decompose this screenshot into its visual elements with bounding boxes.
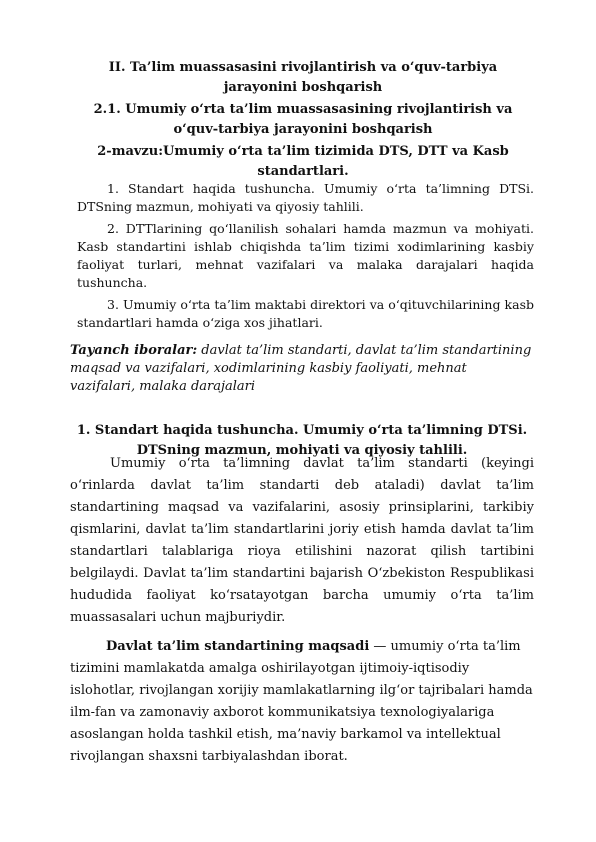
body-text (70, 453, 534, 629)
goal-block (70, 636, 534, 768)
topic-title (70, 142, 536, 182)
goal-term: Davlat ta’lim standartining maqsadi (106, 639, 370, 654)
chapter-title-line2: jarayonini boshqarish (223, 80, 383, 95)
topic-title-line1: 2-mavzu:Umumiy o‘rta ta’lim tizimida DTS, DTT va Kasb (97, 144, 509, 159)
topic-title-line2: standartlari. (257, 164, 349, 179)
section-heading-line2: DTSning mazmun, mohiyati va qiyosiy tahlili. (136, 443, 468, 458)
section-heading-line1: 1. Standart haqida tushuncha. Umumiy o‘rta ta’limning DTSi. (76, 423, 528, 438)
section-title (70, 100, 536, 140)
plan-item-3: 3. Umumiy o‘rta ta’lim maktabi direktori va o‘qituvchilarining kasb standartlari hamda o‘ziga xos jihatlari. (77, 297, 534, 330)
plan-item-2: 2. DTTlarining qo‘llanilish sohalari hamda mazmun va mohiyati. Kasb standartini ishlab chiqishda ta’lim tizimi xodimlarining kasbiy faoliyat turlari, mehnat vazifalari va malaka darajalari haqida tushuncha. (77, 221, 534, 290)
keywords-label: Tayanch iboralar: (70, 343, 198, 358)
lecture-plan (77, 180, 534, 336)
body-paragraph: Umumiy o‘rta ta’limning davlat ta’lim standarti (keyingi o‘rinlarda davlat ta’lim standarti deb ataladi) davlat ta’lim standartining maqsad va vazifalarini, asosiy prinsiplarini, tarkibiy qismlarini, davlat ta’lim standartlarini joriy etish hamda davlat ta’lim standartlari talablariga rioya etilishini nazorat qilish tartibini belgilaydi. Davlat ta’lim standartini bajarish O‘zbekiston Respublikasi hududida faoliyat ko‘rsatayotgan barcha umumiy o‘rta ta’lim muassasalari uchun majburiydir. (70, 456, 534, 625)
chapter-title-line1: II. Ta’lim muassasasini rivojlantirish va o‘quv-tarbiya (108, 60, 498, 75)
keywords-block (70, 342, 534, 396)
goal-paragraph (70, 636, 534, 768)
plan-item-1: 1. Standart haqida tushuncha. Umumiy o‘rta ta’limning DTSi. DTSning mazmun, mohiyati va qiyosiy tahlili. (77, 181, 534, 214)
section-title-line2: o‘quv-tarbiya jarayonini boshqarish (173, 122, 433, 137)
chapter-title (70, 58, 536, 98)
keywords-text: davlat ta’lim standarti, davlat ta’lim standartining maqsad va vazifalari, xodimlarining kasbiy faoliyati, mehnat vazifalari, malaka darajalari (70, 343, 532, 394)
section-title-line1: 2.1. Umumiy o‘rta ta’lim muassasasining rivojlantirish va (93, 102, 513, 117)
document-headings (70, 58, 536, 182)
goal-text: — umumiy o‘rta ta’lim tizimini mamlakatda amalga oshirilayotgan ijtimoiy-iqtisodiy islohotlar, rivojlangan xorijiy mamlakatlarning ilg‘or tajribalari hamda ilm-fan va zamonaviy axborot kommunikatsiya texnologiyalariga asoslangan holda tashkil etish, ma’naviy barkamol va intellektual rivojlangan shaxsni tarbiyalashdan iborat. (70, 639, 533, 764)
